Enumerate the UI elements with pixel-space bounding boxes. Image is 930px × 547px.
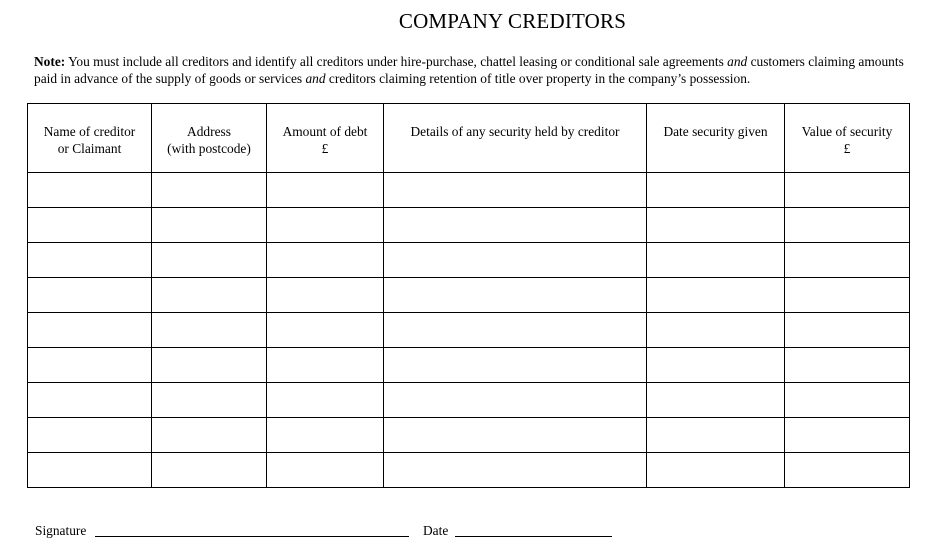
table-cell[interactable]	[152, 453, 267, 488]
table-cell[interactable]	[384, 173, 647, 208]
table-cell[interactable]	[267, 383, 384, 418]
table-row	[28, 278, 910, 313]
date-label: Date	[423, 523, 449, 538]
table-cell[interactable]	[384, 453, 647, 488]
table-row	[28, 173, 910, 208]
table-cell[interactable]	[785, 348, 910, 383]
column-header-amount-of-debt: Amount of debt £	[267, 104, 384, 173]
table-cell[interactable]	[785, 453, 910, 488]
table-row	[28, 208, 910, 243]
table-cell[interactable]	[152, 313, 267, 348]
table-cell[interactable]	[28, 383, 152, 418]
table-cell[interactable]	[785, 243, 910, 278]
table-row	[28, 418, 910, 453]
table-cell[interactable]	[28, 243, 152, 278]
table-cell[interactable]	[152, 173, 267, 208]
table-cell[interactable]	[28, 453, 152, 488]
date-line[interactable]	[455, 536, 612, 537]
table-cell[interactable]	[267, 278, 384, 313]
table-cell[interactable]	[152, 418, 267, 453]
table-cell[interactable]	[647, 383, 785, 418]
table-row	[28, 383, 910, 418]
table-cell[interactable]	[647, 313, 785, 348]
table-cell[interactable]	[152, 278, 267, 313]
note-label: Note:	[34, 54, 66, 69]
table-cell[interactable]	[267, 173, 384, 208]
column-header-date-security-given: Date security given	[647, 104, 785, 173]
instruction-note	[34, 53, 914, 87]
table-cell[interactable]	[647, 173, 785, 208]
table-body	[28, 173, 910, 488]
table-header-row	[28, 104, 910, 173]
column-header-address: Address (with postcode)	[152, 104, 267, 173]
table-row	[28, 313, 910, 348]
table-cell[interactable]	[647, 348, 785, 383]
table-cell[interactable]	[267, 348, 384, 383]
table-cell[interactable]	[647, 278, 785, 313]
table-cell[interactable]	[267, 418, 384, 453]
table-cell[interactable]	[267, 243, 384, 278]
note-text-2: customers claiming amounts paid in advance of the supply of goods or services	[34, 54, 904, 86]
column-header-value-of-security: Value of security £	[785, 104, 910, 173]
table-cell[interactable]	[647, 243, 785, 278]
table-row	[28, 453, 910, 488]
table-cell[interactable]	[28, 348, 152, 383]
note-emphasis-and-1: and	[727, 54, 748, 69]
table-cell[interactable]	[28, 278, 152, 313]
table-cell[interactable]	[152, 243, 267, 278]
table-row	[28, 348, 910, 383]
table-cell[interactable]	[785, 208, 910, 243]
signature-line[interactable]	[95, 536, 409, 537]
table-cell[interactable]	[28, 208, 152, 243]
table-cell[interactable]	[152, 383, 267, 418]
table-cell[interactable]	[785, 418, 910, 453]
page-title: COMPANY CREDITORS	[398, 9, 627, 33]
signature-label: Signature	[35, 523, 87, 538]
column-header-creditor-name: Name of creditor or Claimant	[28, 104, 152, 173]
table-cell[interactable]	[384, 348, 647, 383]
table-row	[28, 243, 910, 278]
table-cell[interactable]	[647, 418, 785, 453]
table-cell[interactable]	[384, 313, 647, 348]
table-cell[interactable]	[384, 243, 647, 278]
table-cell[interactable]	[152, 208, 267, 243]
table-cell[interactable]	[28, 173, 152, 208]
note-text-1: You must include all creditors and identify all creditors under hire-purchase, chattel leasing or conditional sale agreements	[65, 54, 728, 69]
table-cell[interactable]	[267, 453, 384, 488]
column-header-security-details: Details of any security held by creditor	[384, 104, 647, 173]
table-cell[interactable]	[785, 383, 910, 418]
table-cell[interactable]	[267, 313, 384, 348]
table-cell[interactable]	[28, 418, 152, 453]
table-cell[interactable]	[785, 173, 910, 208]
table-cell[interactable]	[785, 278, 910, 313]
table-cell[interactable]	[384, 383, 647, 418]
table-cell[interactable]	[647, 453, 785, 488]
note-emphasis-and-2: and	[305, 71, 326, 86]
creditors-table	[27, 103, 910, 488]
table-cell[interactable]	[152, 348, 267, 383]
note-text-3: creditors claiming retention of title over property in the company’s possession.	[325, 71, 751, 86]
table-cell[interactable]	[267, 208, 384, 243]
table-cell[interactable]	[384, 418, 647, 453]
table-cell[interactable]	[384, 208, 647, 243]
table-cell[interactable]	[28, 313, 152, 348]
table-cell[interactable]	[384, 278, 647, 313]
table-cell[interactable]	[785, 313, 910, 348]
table-cell[interactable]	[647, 208, 785, 243]
